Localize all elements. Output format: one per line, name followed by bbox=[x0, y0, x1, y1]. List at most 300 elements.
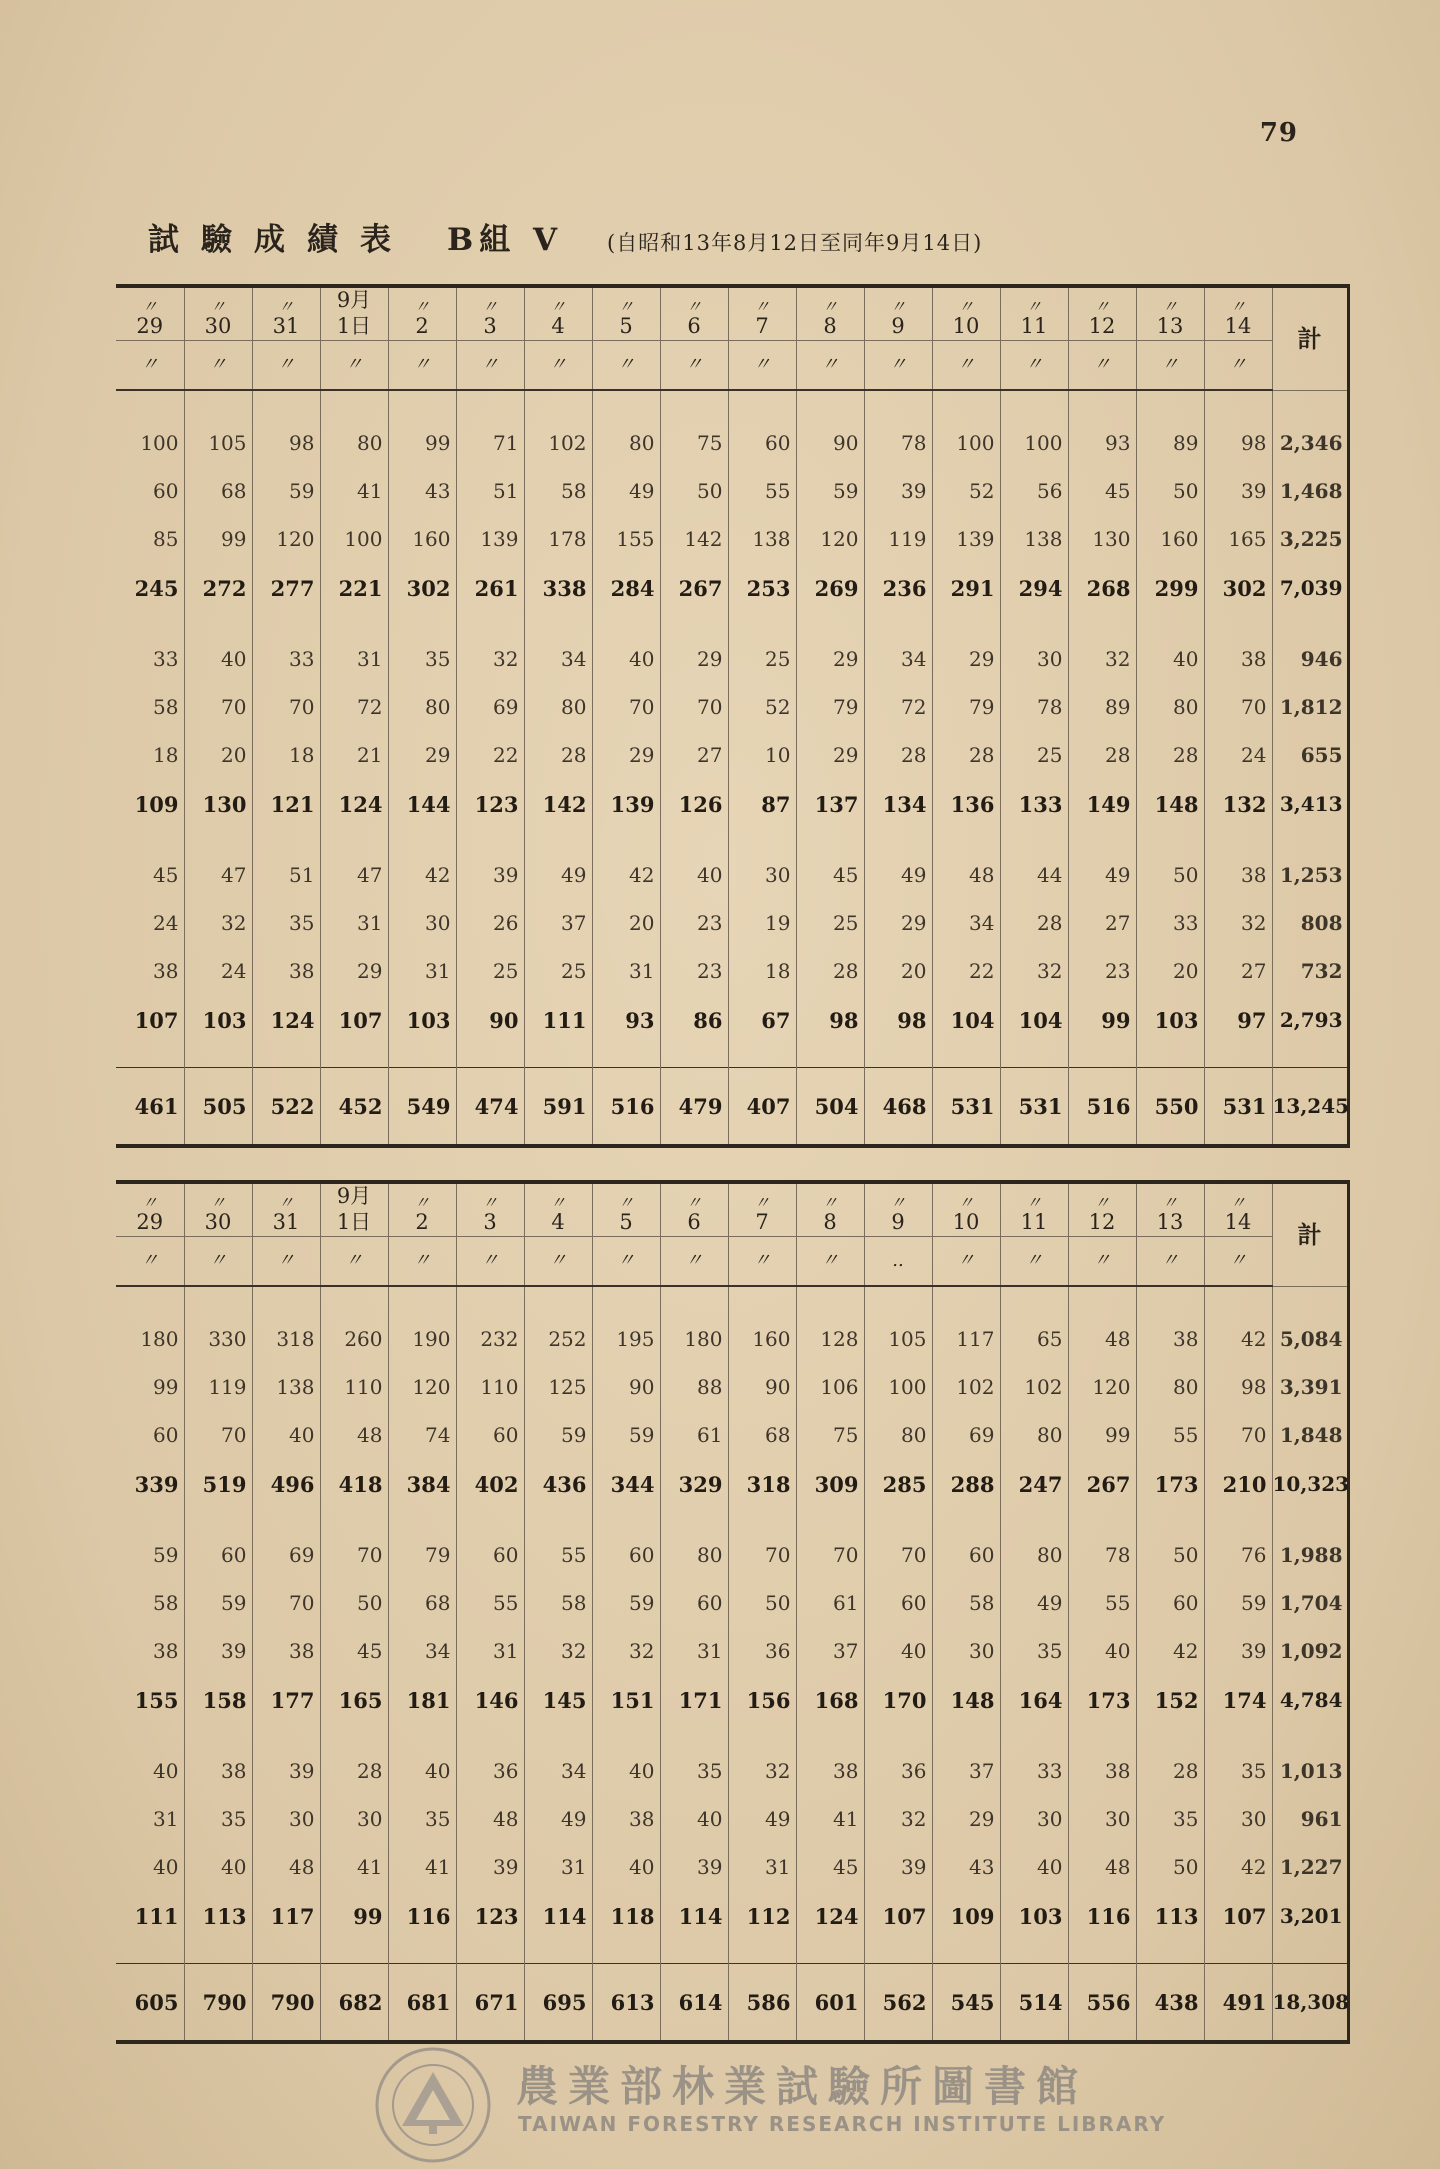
spacer-cell bbox=[660, 390, 728, 419]
value-cell: 31 bbox=[660, 1627, 728, 1675]
value-cell: 48 bbox=[932, 851, 1000, 899]
spacer-cell bbox=[1068, 1725, 1136, 1747]
date-header-cell bbox=[1000, 286, 1068, 341]
value-cell: 39 bbox=[864, 467, 932, 515]
value-cell: 109 bbox=[932, 1891, 1000, 1941]
value-cell: 114 bbox=[660, 1891, 728, 1941]
date-header-cell bbox=[456, 286, 524, 341]
value-cell: 27 bbox=[1068, 899, 1136, 947]
value-cell: 37 bbox=[796, 1627, 864, 1675]
value-cell: 69 bbox=[252, 1531, 320, 1579]
value-cell: 119 bbox=[184, 1363, 252, 1411]
date-header-day: 29 bbox=[136, 314, 164, 338]
value-cell: 44 bbox=[1000, 851, 1068, 899]
value-cell: 291 bbox=[932, 563, 1000, 613]
date-header-month: 〃 bbox=[1229, 1193, 1246, 1212]
value-cell: 59 bbox=[524, 1411, 592, 1459]
spacer-cell bbox=[1068, 1509, 1136, 1531]
value-cell: 107 bbox=[116, 995, 184, 1045]
value-cell: 98 bbox=[796, 995, 864, 1045]
spacer-cell bbox=[1272, 1725, 1348, 1747]
date-header-month: 9月 bbox=[336, 1184, 372, 1208]
value-cell: 28 bbox=[796, 947, 864, 995]
ditto-mark: 〃 bbox=[1204, 341, 1272, 391]
value-cell: 79 bbox=[932, 683, 1000, 731]
spacer-cell bbox=[864, 1509, 932, 1531]
spacer-cell bbox=[932, 1045, 1000, 1068]
value-cell: 120 bbox=[252, 515, 320, 563]
ditto-mark: 〃 bbox=[728, 341, 796, 391]
spacer-cell bbox=[1136, 829, 1204, 851]
value-cell: 24 bbox=[1204, 731, 1272, 779]
date-header-day: 31 bbox=[272, 314, 300, 338]
value-cell: 20 bbox=[592, 899, 660, 947]
value-cell: 155 bbox=[116, 1675, 184, 1725]
date-header-cell bbox=[728, 286, 796, 341]
spacer-cell bbox=[252, 1509, 320, 1531]
value-cell: 98 bbox=[252, 419, 320, 467]
value-cell: 123 bbox=[456, 779, 524, 829]
value-cell: 252 bbox=[524, 1315, 592, 1363]
row-total-cell: 1,812 bbox=[1272, 683, 1348, 731]
value-cell: 52 bbox=[932, 467, 1000, 515]
value-cell: 38 bbox=[796, 1747, 864, 1795]
value-cell: 35 bbox=[1204, 1747, 1272, 1795]
spacer-cell bbox=[388, 390, 456, 419]
date-header-day: 3 bbox=[483, 314, 497, 338]
row-total-cell: 3,413 bbox=[1272, 779, 1348, 829]
value-cell: 139 bbox=[592, 779, 660, 829]
value-cell: 22 bbox=[932, 947, 1000, 995]
value-cell: 59 bbox=[116, 1531, 184, 1579]
spacer-cell bbox=[1068, 1045, 1136, 1068]
spacer-cell bbox=[796, 829, 864, 851]
ditto-mark: 〃 bbox=[660, 1237, 728, 1287]
value-cell: 70 bbox=[320, 1531, 388, 1579]
value-cell: 133 bbox=[1000, 779, 1068, 829]
spacer-cell bbox=[1136, 1725, 1204, 1747]
table-row bbox=[116, 1315, 1348, 1363]
value-cell: 102 bbox=[1000, 1363, 1068, 1411]
spacer-cell bbox=[1272, 1509, 1348, 1531]
value-cell: 52 bbox=[728, 683, 796, 731]
spacer-cell bbox=[116, 1286, 184, 1315]
value-cell: 80 bbox=[524, 683, 592, 731]
value-cell: 43 bbox=[388, 467, 456, 515]
value-cell: 99 bbox=[184, 515, 252, 563]
value-cell: 23 bbox=[660, 899, 728, 947]
value-cell: 99 bbox=[388, 419, 456, 467]
spacer-row bbox=[116, 390, 1348, 419]
value-cell: 43 bbox=[932, 1843, 1000, 1891]
date-header-cell bbox=[252, 286, 320, 341]
value-cell: 59 bbox=[592, 1411, 660, 1459]
row-total-cell: 3,225 bbox=[1272, 515, 1348, 563]
row-total-cell: 1,704 bbox=[1272, 1579, 1348, 1627]
value-cell: 35 bbox=[388, 635, 456, 683]
value-cell: 25 bbox=[524, 947, 592, 995]
spacer-cell bbox=[456, 1045, 524, 1068]
spacer-cell bbox=[1068, 390, 1136, 419]
value-cell: 170 bbox=[864, 1675, 932, 1725]
value-cell: 99 bbox=[1068, 1411, 1136, 1459]
spacer-row bbox=[116, 1286, 1348, 1315]
value-cell: 302 bbox=[388, 563, 456, 613]
value-cell: 87 bbox=[728, 779, 796, 829]
value-cell: 491 bbox=[1204, 1964, 1272, 2043]
spacer-cell bbox=[524, 1725, 592, 1747]
value-cell: 55 bbox=[1136, 1411, 1204, 1459]
spacer-cell bbox=[932, 613, 1000, 635]
value-cell: 384 bbox=[388, 1459, 456, 1509]
value-cell: 51 bbox=[252, 851, 320, 899]
value-cell: 51 bbox=[456, 467, 524, 515]
spacer-cell bbox=[456, 1725, 524, 1747]
spacer-cell bbox=[728, 613, 796, 635]
value-cell: 97 bbox=[1204, 995, 1272, 1045]
value-cell: 58 bbox=[524, 1579, 592, 1627]
date-header-cell bbox=[796, 1182, 864, 1237]
row-total-cell: 4,784 bbox=[1272, 1675, 1348, 1725]
value-cell: 60 bbox=[1136, 1579, 1204, 1627]
value-cell: 39 bbox=[660, 1843, 728, 1891]
value-cell: 109 bbox=[116, 779, 184, 829]
row-total-cell: 655 bbox=[1272, 731, 1348, 779]
value-cell: 98 bbox=[1204, 419, 1272, 467]
date-header-month: 〃 bbox=[957, 1193, 974, 1212]
spacer-row bbox=[116, 829, 1348, 851]
date-header-month: 〃 bbox=[209, 1193, 226, 1212]
value-cell: 55 bbox=[456, 1579, 524, 1627]
value-cell: 221 bbox=[320, 563, 388, 613]
value-cell: 40 bbox=[1136, 635, 1204, 683]
table-row bbox=[116, 1843, 1348, 1891]
value-cell: 90 bbox=[728, 1363, 796, 1411]
value-cell: 318 bbox=[252, 1315, 320, 1363]
spacer-cell bbox=[116, 613, 184, 635]
header-row-ditto bbox=[116, 341, 1348, 391]
spacer-cell bbox=[864, 1725, 932, 1747]
value-cell: 436 bbox=[524, 1459, 592, 1509]
value-cell: 30 bbox=[388, 899, 456, 947]
value-cell: 40 bbox=[864, 1627, 932, 1675]
spacer-cell bbox=[456, 1941, 524, 1964]
date-header-month: 〃 bbox=[481, 297, 498, 316]
value-cell: 30 bbox=[1204, 1795, 1272, 1843]
spacer-cell bbox=[388, 1286, 456, 1315]
value-cell: 38 bbox=[1136, 1315, 1204, 1363]
value-cell: 49 bbox=[1068, 851, 1136, 899]
value-cell: 85 bbox=[116, 515, 184, 563]
value-cell: 152 bbox=[1136, 1675, 1204, 1725]
spacer-cell bbox=[660, 1286, 728, 1315]
value-cell: 545 bbox=[932, 1964, 1000, 2043]
value-cell: 61 bbox=[660, 1411, 728, 1459]
value-cell: 59 bbox=[592, 1579, 660, 1627]
value-cell: 60 bbox=[116, 1411, 184, 1459]
value-cell: 146 bbox=[456, 1675, 524, 1725]
value-cell: 178 bbox=[524, 515, 592, 563]
date-header-day: 1日 bbox=[336, 1210, 372, 1234]
date-header-day: 7 bbox=[755, 1210, 769, 1234]
value-cell: 18 bbox=[116, 731, 184, 779]
value-cell: 112 bbox=[728, 1891, 796, 1941]
spacer-cell bbox=[660, 1725, 728, 1747]
subtotal-row bbox=[116, 1459, 1348, 1509]
value-cell: 78 bbox=[1000, 683, 1068, 731]
spacer-cell bbox=[388, 1725, 456, 1747]
row-total-cell: 13,245 bbox=[1272, 1068, 1348, 1147]
spacer-cell bbox=[932, 1509, 1000, 1531]
value-cell: 60 bbox=[660, 1579, 728, 1627]
date-header-cell bbox=[1136, 1182, 1204, 1237]
spacer-cell bbox=[456, 829, 524, 851]
value-cell: 177 bbox=[252, 1675, 320, 1725]
date-header-day: 9 bbox=[891, 1210, 905, 1234]
spacer-cell bbox=[796, 1725, 864, 1747]
value-cell: 30 bbox=[932, 1627, 1000, 1675]
value-cell: 344 bbox=[592, 1459, 660, 1509]
ditto-mark: 〃 bbox=[116, 341, 184, 391]
date-header-day: 5 bbox=[619, 1210, 633, 1234]
value-cell: 67 bbox=[728, 995, 796, 1045]
date-header-month: 〃 bbox=[617, 1193, 634, 1212]
spacer-cell bbox=[116, 1045, 184, 1068]
value-cell: 23 bbox=[1068, 947, 1136, 995]
value-cell: 39 bbox=[1204, 1627, 1272, 1675]
date-header-cell bbox=[592, 1182, 660, 1237]
table-row bbox=[116, 683, 1348, 731]
spacer-cell bbox=[728, 1509, 796, 1531]
spacer-cell bbox=[524, 1941, 592, 1964]
value-cell: 38 bbox=[116, 947, 184, 995]
value-cell: 156 bbox=[728, 1675, 796, 1725]
value-cell: 55 bbox=[1068, 1579, 1136, 1627]
date-header-cell bbox=[864, 286, 932, 341]
ditto-mark: 〃 bbox=[116, 1237, 184, 1287]
spacer-cell bbox=[1204, 1941, 1272, 1964]
value-cell: 124 bbox=[320, 779, 388, 829]
header-row-ditto bbox=[116, 1237, 1348, 1287]
value-cell: 27 bbox=[1204, 947, 1272, 995]
subtotal-row bbox=[116, 779, 1348, 829]
ditto-mark: 〃 bbox=[932, 341, 1000, 391]
value-cell: 37 bbox=[932, 1747, 1000, 1795]
value-cell: 160 bbox=[1136, 515, 1204, 563]
value-cell: 605 bbox=[116, 1964, 184, 2043]
ditto-mark: 〃 bbox=[592, 1237, 660, 1287]
subtotal-row bbox=[116, 995, 1348, 1045]
value-cell: 247 bbox=[1000, 1459, 1068, 1509]
value-cell: 32 bbox=[864, 1795, 932, 1843]
date-header-month: 〃 bbox=[549, 1193, 566, 1212]
date-header-cell bbox=[660, 286, 728, 341]
value-cell: 272 bbox=[184, 563, 252, 613]
value-cell: 33 bbox=[1000, 1747, 1068, 1795]
value-cell: 30 bbox=[728, 851, 796, 899]
value-cell: 80 bbox=[864, 1411, 932, 1459]
value-cell: 70 bbox=[864, 1531, 932, 1579]
value-cell: 25 bbox=[796, 899, 864, 947]
value-cell: 89 bbox=[1136, 419, 1204, 467]
value-cell: 139 bbox=[456, 515, 524, 563]
value-cell: 107 bbox=[1204, 1891, 1272, 1941]
spacer-cell bbox=[592, 1286, 660, 1315]
value-cell: 38 bbox=[592, 1795, 660, 1843]
value-cell: 76 bbox=[1204, 1531, 1272, 1579]
spacer-cell bbox=[1000, 1045, 1068, 1068]
ditto-mark: 〃 bbox=[252, 1237, 320, 1287]
value-cell: 165 bbox=[1204, 515, 1272, 563]
spacer-cell bbox=[1000, 829, 1068, 851]
value-cell: 40 bbox=[1000, 1843, 1068, 1891]
row-total-cell: 1,013 bbox=[1272, 1747, 1348, 1795]
spacer-cell bbox=[932, 829, 1000, 851]
value-cell: 70 bbox=[1204, 1411, 1272, 1459]
date-header-cell bbox=[1204, 286, 1272, 341]
value-cell: 70 bbox=[1204, 683, 1272, 731]
value-cell: 671 bbox=[456, 1964, 524, 2043]
value-cell: 549 bbox=[388, 1068, 456, 1147]
spacer-row bbox=[116, 1725, 1348, 1747]
value-cell: 75 bbox=[796, 1411, 864, 1459]
value-cell: 613 bbox=[592, 1964, 660, 2043]
value-cell: 27 bbox=[660, 731, 728, 779]
value-cell: 69 bbox=[456, 683, 524, 731]
total-header: 計 bbox=[1272, 1182, 1348, 1286]
value-cell: 105 bbox=[864, 1315, 932, 1363]
table-row bbox=[116, 1795, 1348, 1843]
spacer-cell bbox=[252, 390, 320, 419]
row-total-cell: 7,039 bbox=[1272, 563, 1348, 613]
ditto-mark: 〃 bbox=[660, 341, 728, 391]
value-cell: 160 bbox=[388, 515, 456, 563]
spacer-cell bbox=[796, 1941, 864, 1964]
value-cell: 38 bbox=[1204, 851, 1272, 899]
value-cell: 90 bbox=[592, 1363, 660, 1411]
value-cell: 28 bbox=[1068, 731, 1136, 779]
value-cell: 69 bbox=[932, 1411, 1000, 1459]
spacer-cell bbox=[796, 1509, 864, 1531]
value-cell: 126 bbox=[660, 779, 728, 829]
table-body bbox=[116, 1286, 1348, 2042]
value-cell: 30 bbox=[252, 1795, 320, 1843]
value-cell: 68 bbox=[728, 1411, 796, 1459]
value-cell: 68 bbox=[184, 467, 252, 515]
value-cell: 90 bbox=[456, 995, 524, 1045]
date-header-day: 4 bbox=[551, 314, 565, 338]
value-cell: 20 bbox=[864, 947, 932, 995]
value-cell: 80 bbox=[1136, 1363, 1204, 1411]
row-total-cell: 1,848 bbox=[1272, 1411, 1348, 1459]
value-cell: 48 bbox=[252, 1843, 320, 1891]
value-cell: 402 bbox=[456, 1459, 524, 1509]
value-cell: 31 bbox=[320, 899, 388, 947]
value-cell: 80 bbox=[660, 1531, 728, 1579]
spacer-cell bbox=[864, 1286, 932, 1315]
value-cell: 41 bbox=[320, 1843, 388, 1891]
value-cell: 285 bbox=[864, 1459, 932, 1509]
ditto-mark: 〃 bbox=[1136, 1237, 1204, 1287]
library-seal-icon bbox=[374, 2046, 492, 2164]
value-cell: 49 bbox=[524, 1795, 592, 1843]
value-cell: 70 bbox=[660, 683, 728, 731]
value-cell: 318 bbox=[728, 1459, 796, 1509]
date-header-cell bbox=[1204, 1182, 1272, 1237]
spacer-cell bbox=[116, 1509, 184, 1531]
value-cell: 35 bbox=[1000, 1627, 1068, 1675]
value-cell: 120 bbox=[1068, 1363, 1136, 1411]
date-header-month: 〃 bbox=[277, 297, 294, 316]
date-header-cell bbox=[660, 1182, 728, 1237]
value-cell: 100 bbox=[864, 1363, 932, 1411]
date-header-month: 〃 bbox=[753, 297, 770, 316]
date-header-cell bbox=[1000, 1182, 1068, 1237]
value-cell: 33 bbox=[116, 635, 184, 683]
value-cell: 70 bbox=[184, 683, 252, 731]
value-cell: 61 bbox=[796, 1579, 864, 1627]
value-cell: 142 bbox=[524, 779, 592, 829]
value-cell: 48 bbox=[320, 1411, 388, 1459]
value-cell: 29 bbox=[660, 635, 728, 683]
spacer-cell bbox=[1204, 613, 1272, 635]
value-cell: 71 bbox=[456, 419, 524, 467]
spacer-cell bbox=[932, 1286, 1000, 1315]
spacer-cell bbox=[388, 1045, 456, 1068]
table-row bbox=[116, 467, 1348, 515]
value-cell: 195 bbox=[592, 1315, 660, 1363]
value-cell: 519 bbox=[184, 1459, 252, 1509]
value-cell: 93 bbox=[1068, 419, 1136, 467]
value-cell: 438 bbox=[1136, 1964, 1204, 2043]
value-cell: 35 bbox=[388, 1795, 456, 1843]
value-cell: 31 bbox=[116, 1795, 184, 1843]
spacer-cell bbox=[456, 390, 524, 419]
date-header-cell bbox=[320, 286, 388, 341]
spacer-cell bbox=[1204, 1045, 1272, 1068]
value-cell: 40 bbox=[116, 1747, 184, 1795]
value-cell: 90 bbox=[796, 419, 864, 467]
table-row bbox=[116, 947, 1348, 995]
date-header-day: 12 bbox=[1088, 314, 1116, 338]
value-cell: 139 bbox=[932, 515, 1000, 563]
table-row bbox=[116, 851, 1348, 899]
value-cell: 496 bbox=[252, 1459, 320, 1509]
value-cell: 70 bbox=[252, 1579, 320, 1627]
value-cell: 32 bbox=[1204, 899, 1272, 947]
spacer-cell bbox=[456, 613, 524, 635]
spacer-cell bbox=[864, 1045, 932, 1068]
value-cell: 23 bbox=[660, 947, 728, 995]
spacer-cell bbox=[1204, 829, 1272, 851]
value-cell: 50 bbox=[660, 467, 728, 515]
value-cell: 99 bbox=[1068, 995, 1136, 1045]
value-cell: 41 bbox=[796, 1795, 864, 1843]
ditto-mark: 〃 bbox=[1000, 341, 1068, 391]
value-cell: 614 bbox=[660, 1964, 728, 2043]
date-header-day: 10 bbox=[952, 1210, 980, 1234]
value-cell: 104 bbox=[932, 995, 1000, 1045]
value-cell: 111 bbox=[524, 995, 592, 1045]
value-cell: 50 bbox=[1136, 1531, 1204, 1579]
spacer-cell bbox=[1204, 390, 1272, 419]
date-header-cell bbox=[184, 286, 252, 341]
value-cell: 29 bbox=[796, 635, 864, 683]
date-header-month: 〃 bbox=[481, 1193, 498, 1212]
value-cell: 34 bbox=[388, 1627, 456, 1675]
value-cell: 158 bbox=[184, 1675, 252, 1725]
spacer-cell bbox=[184, 1509, 252, 1531]
